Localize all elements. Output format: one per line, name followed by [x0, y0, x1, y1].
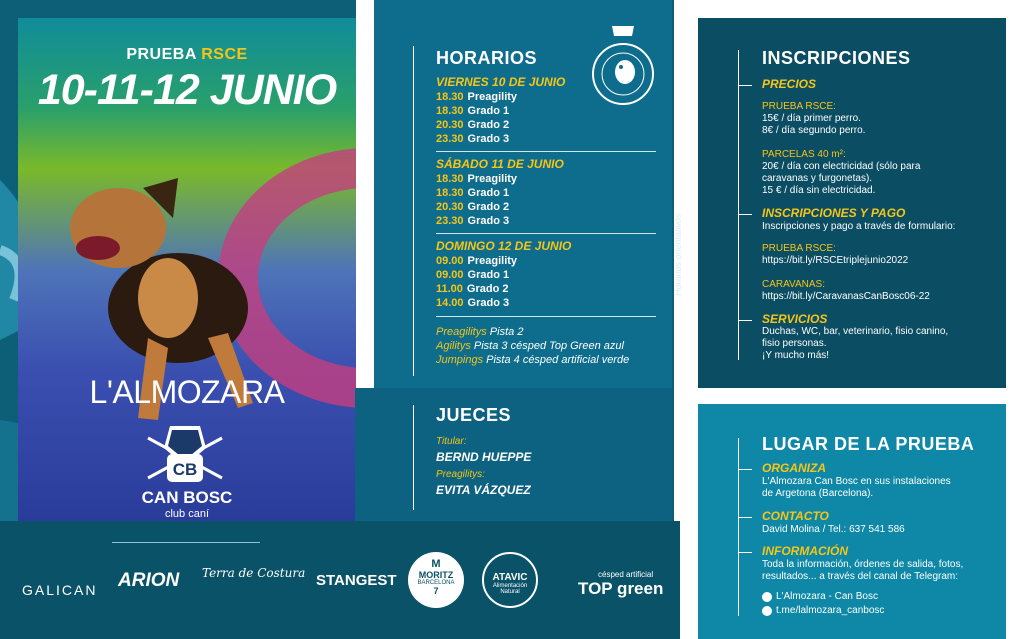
- schedule-row: 18.30 Preagility: [436, 173, 518, 185]
- rsce-price-label: PRUEBA RSCE:: [762, 101, 836, 112]
- schedule-row: 20.30 Grado 2: [436, 119, 510, 131]
- sponsor-atavic: ATAVIC Alimentación Natural: [482, 552, 538, 608]
- telegram-channel-name[interactable]: L'Almozara - Can Bosc: [776, 591, 878, 602]
- schedule-row: 18.30 Grado 1: [436, 105, 510, 117]
- club-name: CAN BOSC: [141, 488, 233, 507]
- sponsor-terra-de-costura: Terra de Costura: [202, 566, 306, 580]
- jueces-divider: [413, 405, 414, 510]
- precios-heading: PRECIOS: [762, 77, 817, 91]
- organiza-line-2: de Argetona (Barcelona).: [762, 488, 874, 499]
- contacto-heading: CONTACTO: [762, 509, 829, 523]
- can-bosc-logo: [140, 418, 230, 488]
- preagility-name: EVITA VÁZQUEZ: [436, 483, 531, 497]
- rsce-seal-icon: [588, 22, 658, 112]
- event-dates: 10-11-12 JUNIO: [37, 66, 337, 114]
- inscripciones-divider: [738, 50, 739, 360]
- contacto-text: David Molina / Tel.: 637 541 586: [762, 524, 905, 535]
- form-caravanas-label: CARAVANAS:: [762, 279, 825, 290]
- organiza-heading: ORGANIZA: [762, 461, 826, 475]
- divider: [436, 316, 656, 317]
- informacion-heading: INFORMACIÓN: [762, 544, 848, 558]
- servicios-line-3: ¡Y mucho más!: [762, 350, 830, 361]
- rsce-price-1: 15€ / día primer perro.: [762, 113, 861, 124]
- parcelas-line-2: caravanas y furgonetas).: [762, 173, 873, 184]
- pista-item: Preagilitys Pista 2: [436, 326, 524, 338]
- day-label-sunday: DOMINGO 12 DE JUNIO: [436, 239, 572, 253]
- form-rsce-label: PRUEBA RSCE:: [762, 243, 836, 254]
- servicios-line-2: fisio personas.: [762, 338, 827, 349]
- divider: [112, 542, 260, 543]
- preagility-label: Preagilitys:: [436, 469, 485, 480]
- servicios-line-1: Duchas, WC, bar, veterinario, fisio canino,: [762, 326, 949, 337]
- sponsor-moritz: M MORITZ BARCELONA 7: [408, 552, 464, 608]
- schedule-row: 14.00 Grado 3: [436, 297, 510, 309]
- pista-item: Agilitys Pista 3 césped Top Green azul: [436, 340, 624, 352]
- tick: [738, 85, 752, 86]
- sponsor-arion: ARION: [118, 570, 180, 591]
- titular-label: Titular:: [436, 436, 467, 447]
- telegram-link[interactable]: t.me/lalmozara_canbosc: [776, 605, 885, 616]
- prueba-heading: PRUEBA RSCE: [126, 46, 248, 63]
- schedule-row: 09.00 Grado 1: [436, 269, 510, 281]
- event-poster: [18, 18, 356, 522]
- schedule-row: 11.00 Grado 2: [436, 283, 509, 295]
- schedule-row: 23.30 Grado 3: [436, 133, 510, 145]
- sponsor-galican: GALICAN: [22, 582, 98, 598]
- servicios-heading: SERVICIOS: [762, 312, 828, 326]
- pago-text: Inscripciones y pago a través de formulario:: [762, 221, 956, 232]
- form-caravanas-link[interactable]: https://bit.ly/CaravanasCanBosc06-22: [762, 291, 930, 302]
- jueces-title: JUECES: [436, 405, 512, 425]
- tick: [738, 469, 752, 470]
- day-label-saturday: SÁBADO 11 DE JUNIO: [436, 157, 564, 171]
- divider: [436, 151, 656, 152]
- club-subtitle: club caní: [164, 508, 210, 520]
- lugar-title: LUGAR DE LA PRUEBA: [762, 434, 975, 454]
- parcelas-line-1: 20€ / día con electricidad (sólo para: [762, 161, 921, 172]
- horarios-title: HORARIOS: [436, 48, 538, 68]
- informacion-line-2: resultados... a través del canal de Telegram:: [762, 571, 959, 582]
- tick: [738, 517, 752, 518]
- schedule-row: 09.00 Preagility: [436, 255, 518, 267]
- telegram-icon: [762, 592, 772, 602]
- pago-heading: INSCRIPCIONES Y PAGO: [762, 206, 906, 220]
- lugar-divider: [738, 438, 739, 616]
- schedule-saturday: [436, 172, 517, 228]
- titular-name: BERND HUEPPE: [436, 450, 532, 464]
- inscripciones-title: INSCRIPCIONES: [762, 48, 911, 68]
- pistas-list: [436, 325, 629, 367]
- form-rsce-link[interactable]: https://bit.ly/RSCEtriplejunio2022: [762, 255, 909, 266]
- tick: [738, 320, 752, 321]
- schedule-row: 23.30 Grado 3: [436, 215, 510, 227]
- schedule-sunday: [436, 254, 517, 310]
- schedule-row: 20.30 Grado 2: [436, 201, 510, 213]
- horarios-note: Horarios orientativos: [673, 213, 683, 296]
- sponsor-topgreen: TOP green: [578, 579, 664, 598]
- tick: [738, 214, 752, 215]
- parcelas-line-3: 15 € / día sin electricidad.: [762, 185, 876, 196]
- pista-item: Jumpings Pista 4 césped artificial verde: [436, 354, 630, 366]
- venue-name: L'ALMOZARA: [89, 374, 285, 410]
- sponsor-topgreen-tagline: césped artificial: [598, 570, 654, 579]
- schedule-row: 18.30 Preagility: [436, 91, 518, 103]
- schedule-friday: [436, 90, 517, 146]
- divider: [436, 233, 656, 234]
- schedule-row: 18.30 Grado 1: [436, 187, 510, 199]
- dog-image: [48, 158, 348, 458]
- rsce-price-2: 8€ / día segundo perro.: [762, 125, 866, 136]
- horarios-divider: [413, 46, 414, 376]
- informacion-line-1: Toda la información, órdenes de salida, fotos,: [762, 559, 964, 570]
- organiza-line-1: L'Almozara Can Bosc en sus instalaciones: [762, 476, 951, 487]
- sponsor-stangest: STANGEST: [316, 572, 397, 589]
- svg-text:CB: CB: [172, 460, 198, 479]
- tick: [738, 552, 752, 553]
- parcelas-label: PARCELAS 40 m²:: [762, 149, 846, 160]
- day-label-friday: VIERNES 10 DE JUNIO: [436, 75, 566, 89]
- telegram-link-icon: [762, 606, 772, 616]
